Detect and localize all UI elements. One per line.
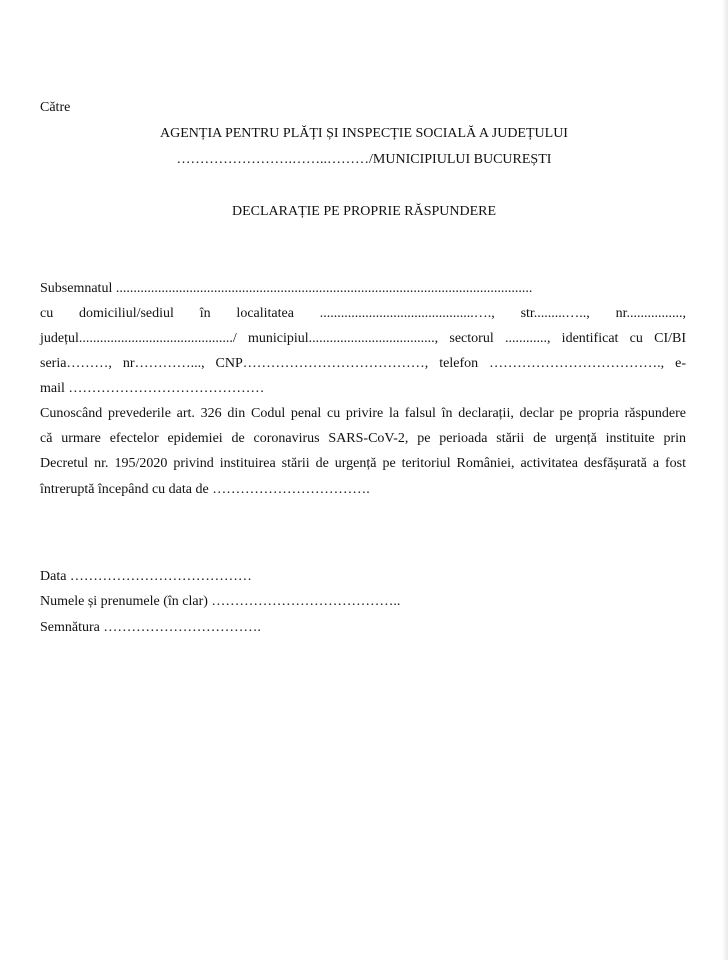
full-name-field: Numele și prenumele (în clar) ………………………………….. [40,594,401,609]
email-line: mail …………………………………… [40,381,265,396]
declarant-name-line: Subsemnatul ....................................................................................................................... [40,281,533,296]
agency-name: AGENȚIA PENTRU PLĂȚI ȘI INSPECȚIE SOCIALĂ A JUDEȚULUI [160,126,568,141]
id-line: seria………, nr…………..., CNP…………………………………, telefon ………………………………., e- [40,356,686,371]
county-line: județul............................................/ municipiul...................................., sectorul ............, identificat cu CI/BI [40,331,686,346]
document-title: DECLARAȚIE PE PROPRIE RĂSPUNDERE [231,204,497,219]
declaration-text-line: Decretul nr. 195/2020 privind instituirea stării de urgență pe teritoriul României, activitatea desfășurată a fost [40,456,686,471]
agency-county-line: …………………….……..………/MUNICIPIULUI BUCUREȘTI [176,152,552,167]
signature-field: Semnătura ……………………………. [40,620,261,635]
address-line: cu domiciliul/sediul în localitatea ............................................…., str.........….., nr................, [40,306,686,321]
date-field: Data ………………………………… [40,569,252,584]
page-edge-shadow [722,0,728,960]
declaration-text-line: că urmare efectelor epidemiei de coronavirus SARS-CoV-2, pe perioada stării de urgență instituite prin [40,431,686,446]
declaration-text-line: Cunoscând prevederile art. 326 din Codul penal cu privire la falsul în declarații, declar pe propria răspundere [40,406,686,421]
interruption-date-line: întreruptă începând cu data de ……………………………. [40,482,370,497]
recipient-label: Către [40,100,71,115]
